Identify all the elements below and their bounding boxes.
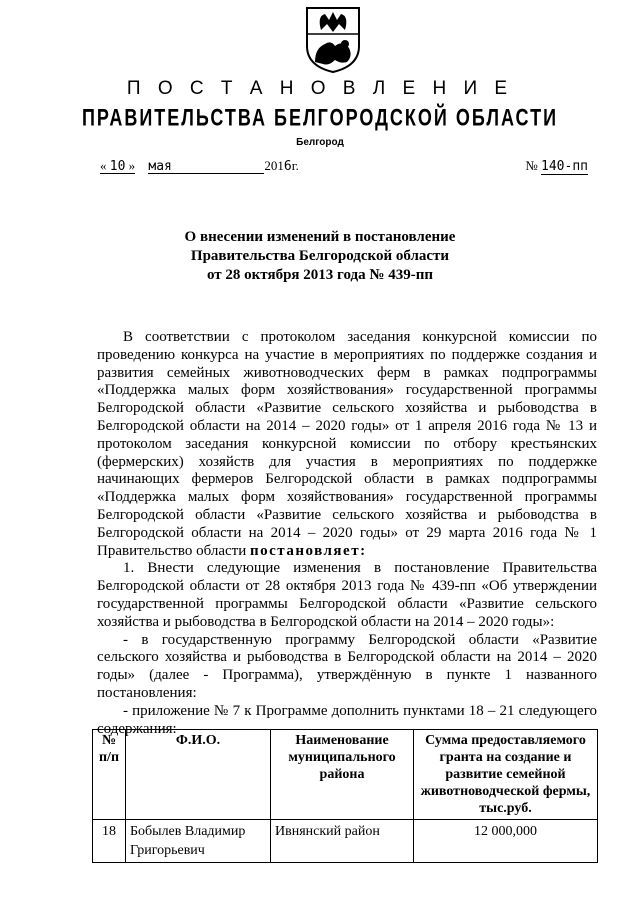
column-header-number: № п/п [93, 730, 126, 820]
document-body [97, 329, 597, 738]
cell-number: 18 [93, 820, 126, 863]
column-header-district: Наименование муниципального района [271, 730, 414, 820]
document-number [525, 158, 588, 174]
paragraph-item-1: 1. Внести следующие изменения в постановление Правительства Белгородской области от 28 октября 2013 года № 439-пп «Об утверждении государственной программы Белгородской области «Развитие сельского хозяйства и рыбоводства в Белгородской области на 2014 – 2020 годы»: [97, 560, 597, 630]
resolves-keyword: постановляет: [249, 542, 367, 559]
column-header-name: Ф.И.О. [126, 730, 271, 820]
cell-grant-amount: 12 000,000 [414, 820, 598, 863]
number-prefix: № [525, 158, 538, 173]
city-name: Белгород [296, 137, 344, 148]
cell-district: Ивнянский район [271, 820, 414, 863]
subject-line: О внесении изменений в постановление [184, 229, 456, 245]
paragraph-preamble: В соответствии с протоколом заседания конкурсной комиссии по проведению конкурса на участие в мероприятиях по поддержке создания и развития семейных животноводческих ферм в рамках подпрограммы «Поддержка малых форм хозяйствования» государственной программы Белгородской области «Развитие сельского хозяйства и рыбоводства в Белгородской области на 2014 – 2020 годы» от 1 апреля 2016 года № 13 и протоколом заседания конкурсной комиссии по отбору крестьянских (фермерских) хозяйств для участия в мероприятиях по поддержке начинающих фермеров Белгородской области в рамках подпрограммы «Поддержка малых форм хозяйствования» государственной программы Белгородской области «Развитие сельского хозяйства и рыбоводства в Белгородской области на 2014 – 2020 годы» от 29 марта 2016 года № 1 Правительство области постановляет: [97, 329, 597, 559]
table-header-row [93, 730, 598, 820]
document-date [100, 158, 299, 174]
paragraph-appendix: - приложение № 7 к Программе дополнить пунктами 18 – 21 следующего содержания: [97, 702, 597, 737]
paragraph-program: - в государственную программу Белгородской области «Развитие сельского хозяйства и рыбоводства в Белгородской области на 2014 – 2020 годы» (далее - Программа), утверждённую в пункте 1 названного постановления: [97, 631, 597, 701]
table-row [93, 820, 598, 863]
grant-table [92, 729, 598, 863]
subject-line: от 28 октября 2013 года № 439-пп [206, 267, 433, 283]
date-day: 10 [109, 159, 126, 174]
subject-line: Правительства Белгородской области [190, 248, 450, 264]
cell-name: Бобылев Владимир Григорьевич [126, 820, 271, 863]
issuing-authority: ПРАВИТЕЛЬСТВА БЕЛГОРОДСКОЙ ОБЛАСТИ [81, 104, 559, 131]
date-day-field: « 10 » [100, 158, 136, 174]
coat-of-arms-icon [305, 6, 361, 74]
date-month-field [148, 159, 264, 174]
column-header-grant-amount: Сумма предоставляемого гранта на создание и развитие семейной животноводческой фермы, тыс.руб. [414, 730, 598, 820]
number-value: 140-пп [541, 159, 588, 174]
date-year-prefix: 201 [264, 158, 284, 173]
date-month: мая [148, 159, 172, 174]
document-type-title: П О С Т А Н О В Л Е Н И Е [126, 78, 514, 99]
date-year-digit: 6 [283, 159, 292, 174]
date-year-suffix: г. [291, 158, 299, 173]
document-subject [0, 228, 640, 285]
